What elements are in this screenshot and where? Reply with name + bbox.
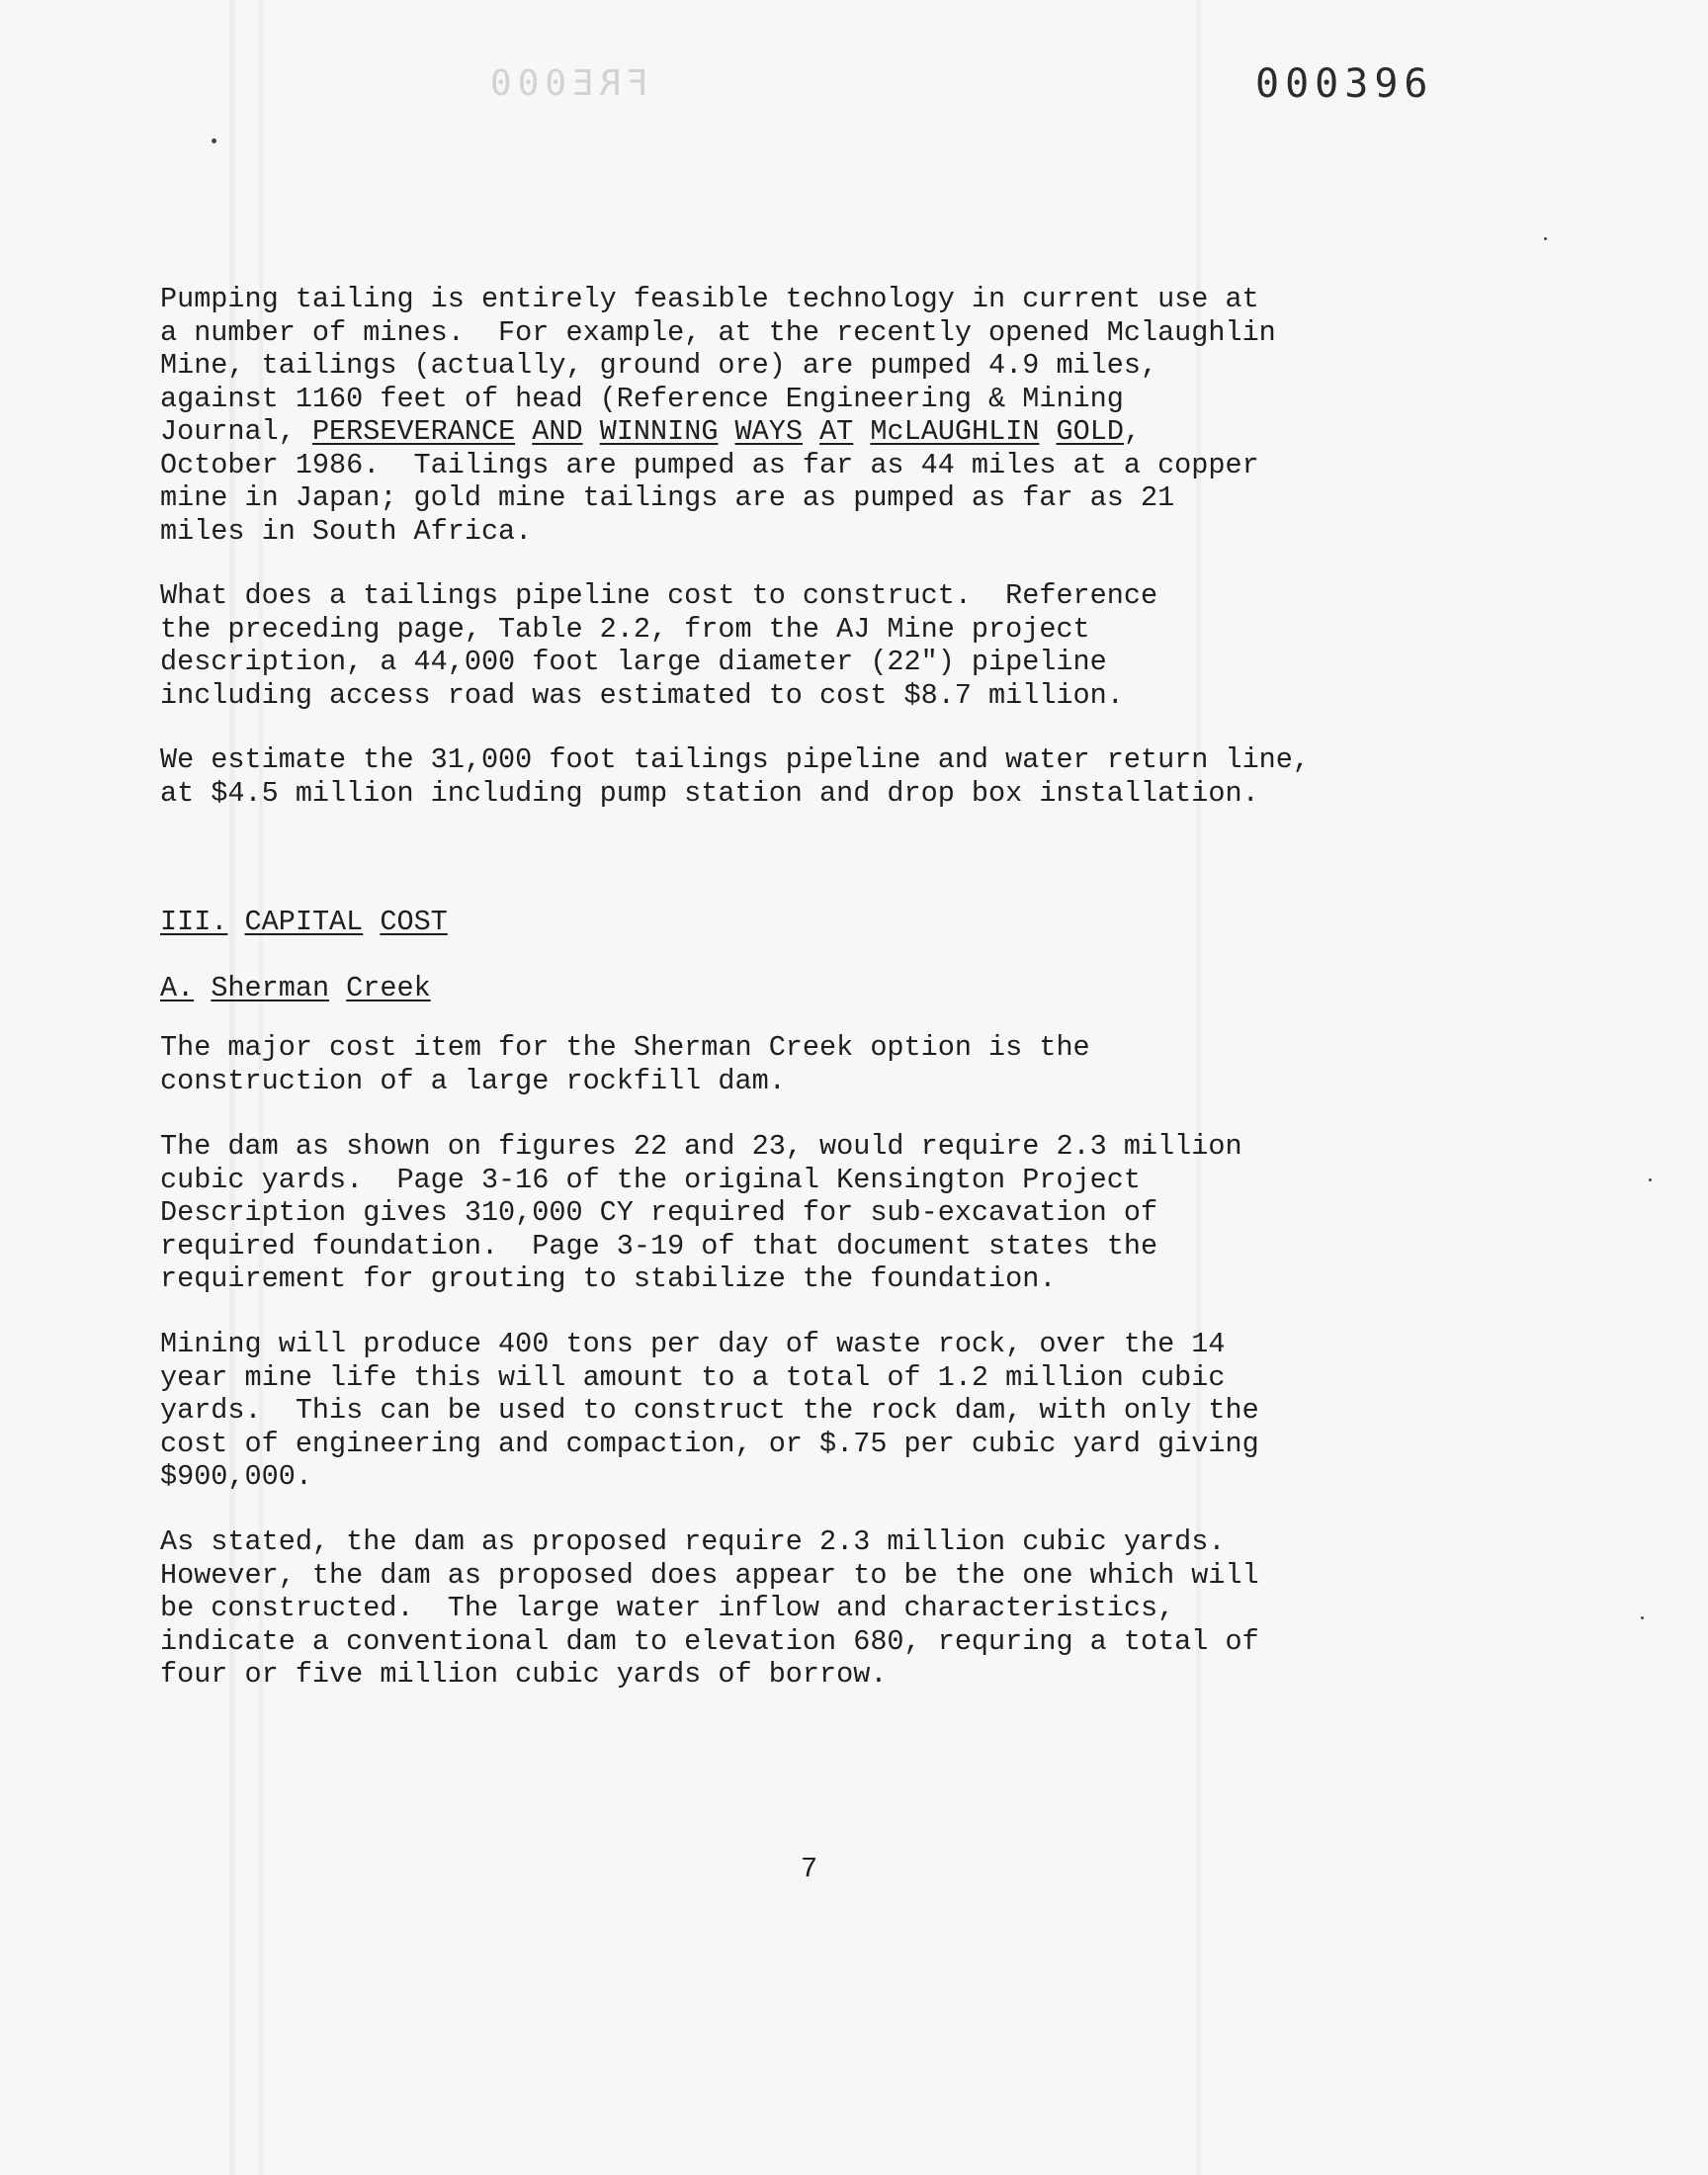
paragraph-waste-rock: Mining will produce 400 tons per day of waste rock, over the 14 year mine life this will amount to a total of 1.2 million cubic yards. This can be used to construct the rock dam, with only the cost of engineering and compaction, or $.75 per cubic yard giving $900,000. — [160, 1328, 1259, 1493]
scan-speck — [212, 138, 216, 143]
paragraph-pipeline-cost: What does a tailings pipeline cost to construct. Reference the preceding page, Table 2.2, from the AJ Mine project description, a 44,000 foot large diameter (22") pipeline including access road was estimated to cost $8.7 million. — [160, 579, 1158, 712]
article-title-word: PERSEVERANCE — [311, 415, 516, 448]
scan-speck — [1649, 1178, 1652, 1181]
section-heading-capital-cost — [160, 906, 448, 939]
paragraph-dam-proposal: As stated, the dam as proposed require 2.3 million cubic yards. However, the dam as proposed does appear to be the one which will be constructed. The large water inflow and characteristics, indicate a conventional dam to elevation 680, requring a total of four or five million cubic yards of borrow. — [160, 1525, 1259, 1691]
paragraph-lines: Pumping tailing is entirely feasible technology in current use at a number of mines. For example, at the recently opened Mclaughlin Mine, tailings (actually, ground ore) are pumped 4.9 miles, against 1160 feet of head (Reference Engineering & Mining — [160, 283, 1276, 415]
article-title-word: GOLD — [1056, 415, 1124, 448]
section-title-word: COST — [380, 906, 448, 938]
article-title-word: WAYS — [734, 415, 803, 448]
paragraph-lines: October 1986. Tailings are pumped as far as 44 miles at a copper mine in Japan; gold mine tailings are as pumped as far as 21 miles in South Africa. — [160, 448, 1259, 548]
article-title-word: McLAUGHLIN — [870, 415, 1040, 448]
paragraph-tailings-feasibility — [160, 283, 1276, 548]
scan-speck — [1641, 1616, 1644, 1619]
section-number: III. — [160, 906, 228, 938]
subsection-heading-sherman-creek — [160, 972, 431, 1005]
paragraph-estimate: We estimate the 31,000 foot tailings pipeline and water return line, at $4.5 million including pump station and drop box installation. — [160, 743, 1310, 810]
page-number: 7 — [801, 1853, 818, 1885]
scan-speck — [1544, 237, 1547, 240]
citation-suffix: , — [1123, 415, 1142, 448]
article-title-word: AND — [532, 415, 583, 448]
article-title — [312, 415, 1124, 448]
citation-line — [160, 415, 1141, 448]
paragraph-major-cost: The major cost item for the Sherman Creek option is the construction of a large rockfill dam. — [160, 1031, 1090, 1097]
subsection-title-word: Creek — [346, 972, 431, 1004]
subsection-title-word: Sherman — [211, 972, 330, 1004]
article-title-word: WINNING — [599, 415, 719, 448]
paragraph-dam-volume: The dam as shown on figures 22 and 23, would require 2.3 million cubic yards. Page 3-16 of the original Kensington Project Description gives 310,000 CY required for sub-excavation of required foundation. Page 3-19 of that document states the requirement for grouting to stabilize the foundation. — [160, 1130, 1242, 1295]
section-title-word: CAPITAL — [244, 906, 364, 938]
citation-prefix: Journal, — [160, 415, 312, 448]
bleed-through-number: FRE000 — [484, 63, 649, 104]
subsection-letter: A. — [160, 972, 195, 1004]
document-number: 000396 — [1255, 61, 1434, 107]
article-title-word: AT — [819, 415, 854, 448]
